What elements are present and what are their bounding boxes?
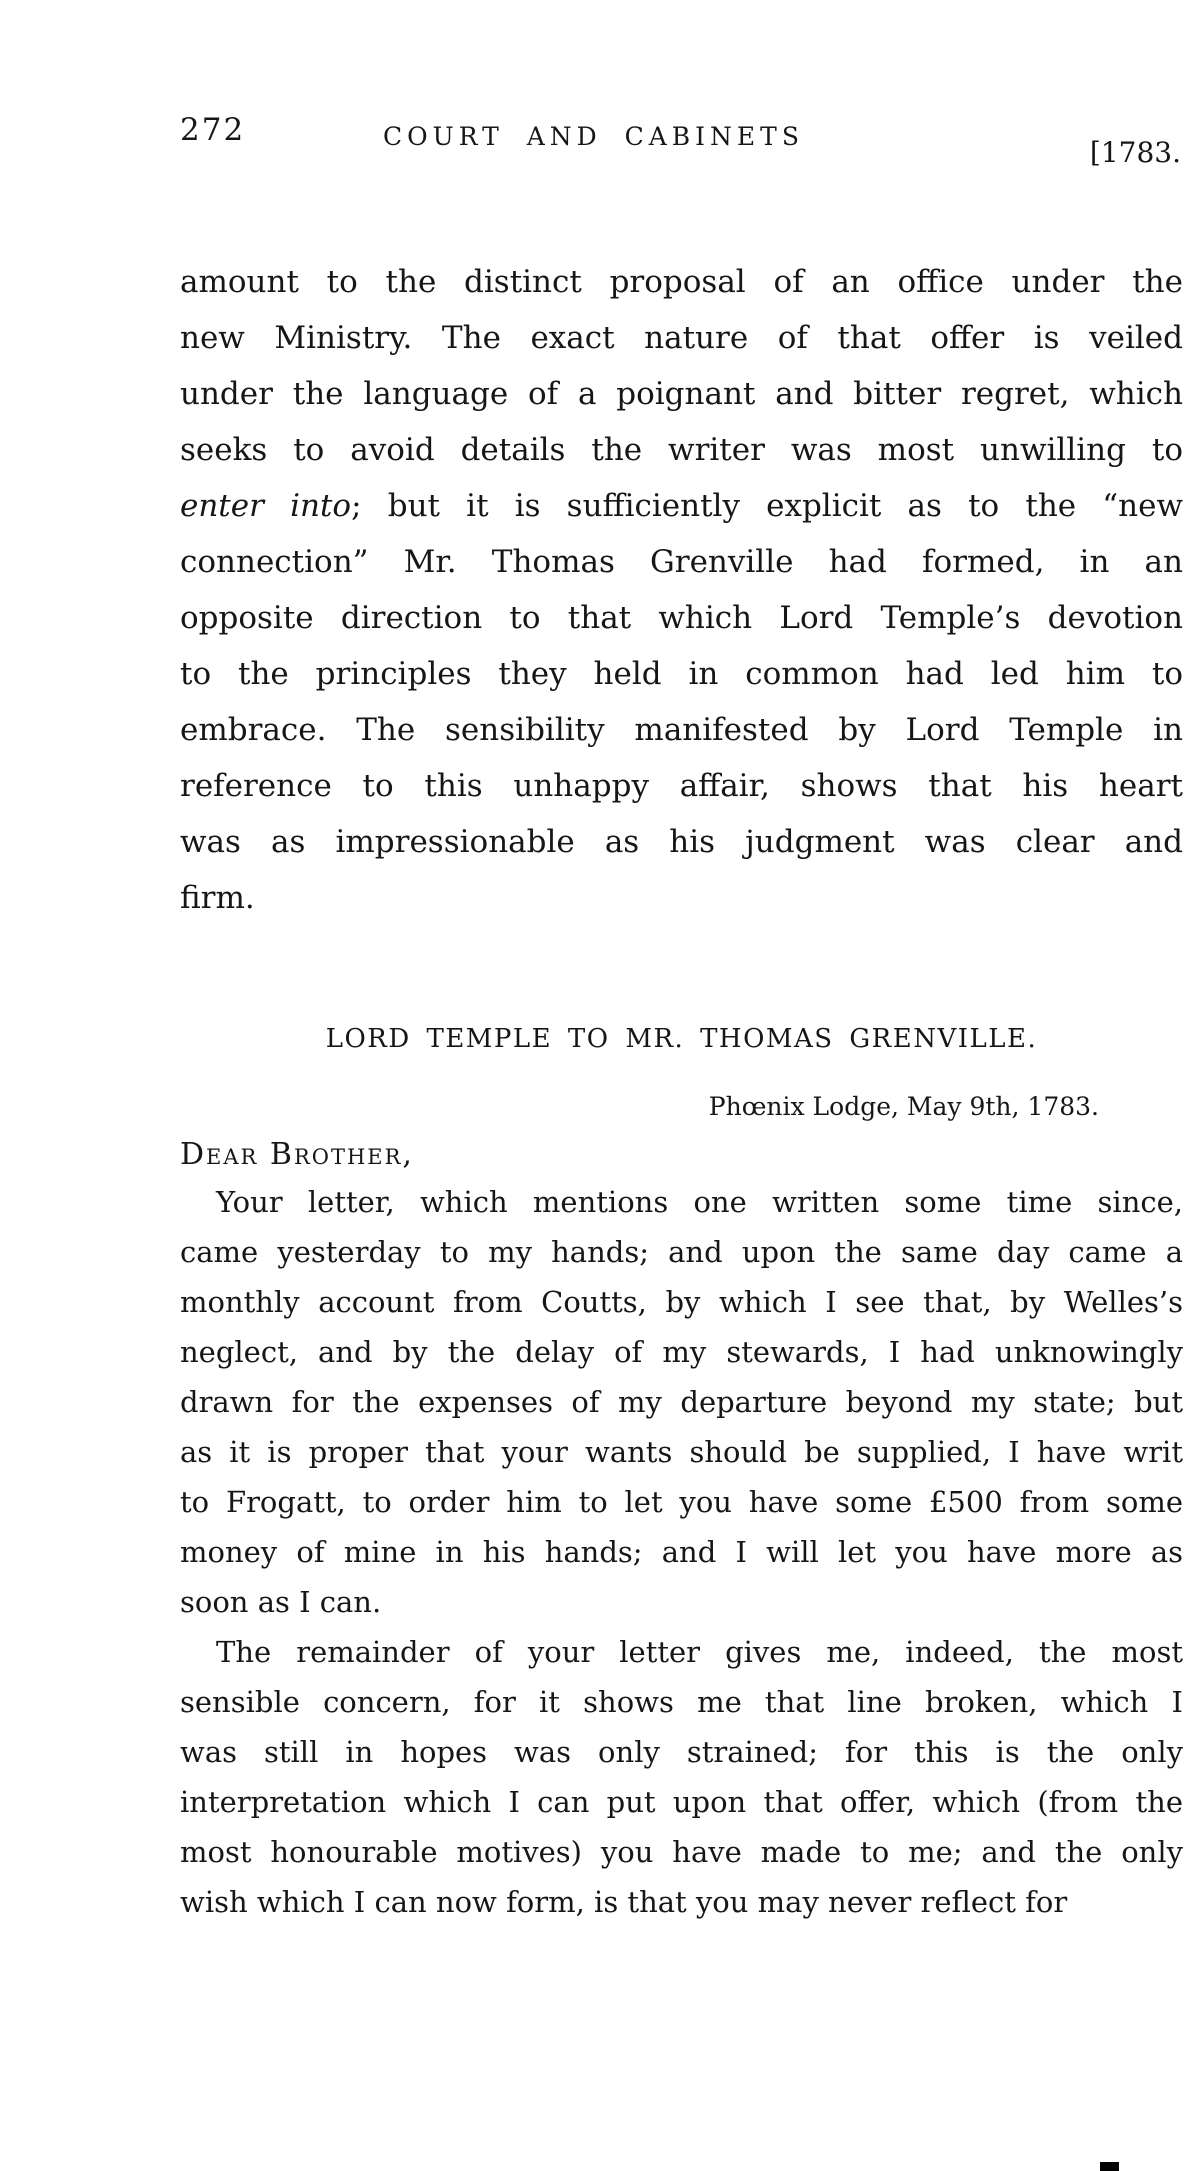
- text-line: firm.: [180, 880, 255, 916]
- text-line: under the language of a poignant and bitter regret, which: [180, 376, 1183, 412]
- text-line: The remainder of your letter gives me, indeed, the most: [216, 1635, 1183, 1669]
- text-line: monthly account from Coutts, by which I see that, by Welles’s: [180, 1285, 1183, 1319]
- intro-paragraph: [180, 254, 1183, 926]
- text-line: wish which I can now form, is that you may never reflect for: [180, 1885, 1068, 1919]
- letter-dateline: Phœnix Lodge, May 9th, 1783.: [708, 1092, 1099, 1121]
- text-line: interpretation which I can put upon that offer, which (from the: [180, 1785, 1183, 1819]
- text-line: new Ministry. The exact nature of that offer is veiled: [180, 320, 1183, 356]
- text-line: to the principles they held in common had led him to: [180, 656, 1183, 692]
- text-line: Your letter, which mentions one written some time since,: [216, 1185, 1183, 1219]
- text-line: [180, 478, 1183, 534]
- text-line: opposite direction to that which Lord Temple’s devotion: [180, 600, 1183, 636]
- text-line: soon as I can.: [180, 1585, 382, 1619]
- print-artifact-mark: [1100, 2162, 1119, 2171]
- text-line: drawn for the expenses of my departure beyond my state; but: [180, 1385, 1183, 1419]
- text-line: was still in hopes was only strained; for this is the only: [180, 1735, 1183, 1769]
- text-line: embrace. The sensibility manifested by Lord Temple in: [180, 712, 1183, 748]
- text-line: connection” Mr. Thomas Grenville had formed, in an: [180, 544, 1183, 580]
- text-line: sensible concern, for it shows me that line broken, which I: [180, 1685, 1183, 1719]
- letter-salutation: Dear Brother,: [180, 1137, 414, 1172]
- text-line: seeks to avoid details the writer was most unwilling to: [180, 432, 1183, 468]
- letter-heading: LORD TEMPLE TO MR. THOMAS GRENVILLE.: [325, 1024, 1038, 1054]
- running-header: [180, 0, 1183, 170]
- page-number: 272: [180, 112, 246, 148]
- text-line: neglect, and by the delay of my stewards, I had unknowingly: [180, 1335, 1183, 1369]
- text-line: as it is proper that your wants should be supplied, I have writ: [180, 1435, 1183, 1469]
- text-line: was as impressionable as his judgment was clear and: [180, 824, 1183, 860]
- italic-phrase: enter into: [180, 488, 352, 524]
- text-segment: ; but it is sufficiently explicit as to the “new: [351, 488, 1183, 524]
- text-line: reference to this unhappy affair, shows that his heart: [180, 768, 1183, 804]
- letter-paragraph-2: [180, 1627, 1183, 1927]
- text-line: to Frogatt, to order him to let you have some £500 from some: [180, 1485, 1183, 1519]
- year-marker: [1783.: [1089, 136, 1181, 169]
- running-title: COURT AND CABINETS: [383, 122, 804, 151]
- text-column: [180, 0, 1183, 1927]
- text-line: money of mine in his hands; and I will let you have more as: [180, 1535, 1183, 1569]
- letter-paragraph-1: [180, 1177, 1183, 1627]
- text-line: came yesterday to my hands; and upon the same day came a: [180, 1235, 1183, 1269]
- text-line: most honourable motives) you have made to me; and the only: [180, 1835, 1183, 1869]
- text-line: amount to the distinct proposal of an office under the: [180, 264, 1183, 300]
